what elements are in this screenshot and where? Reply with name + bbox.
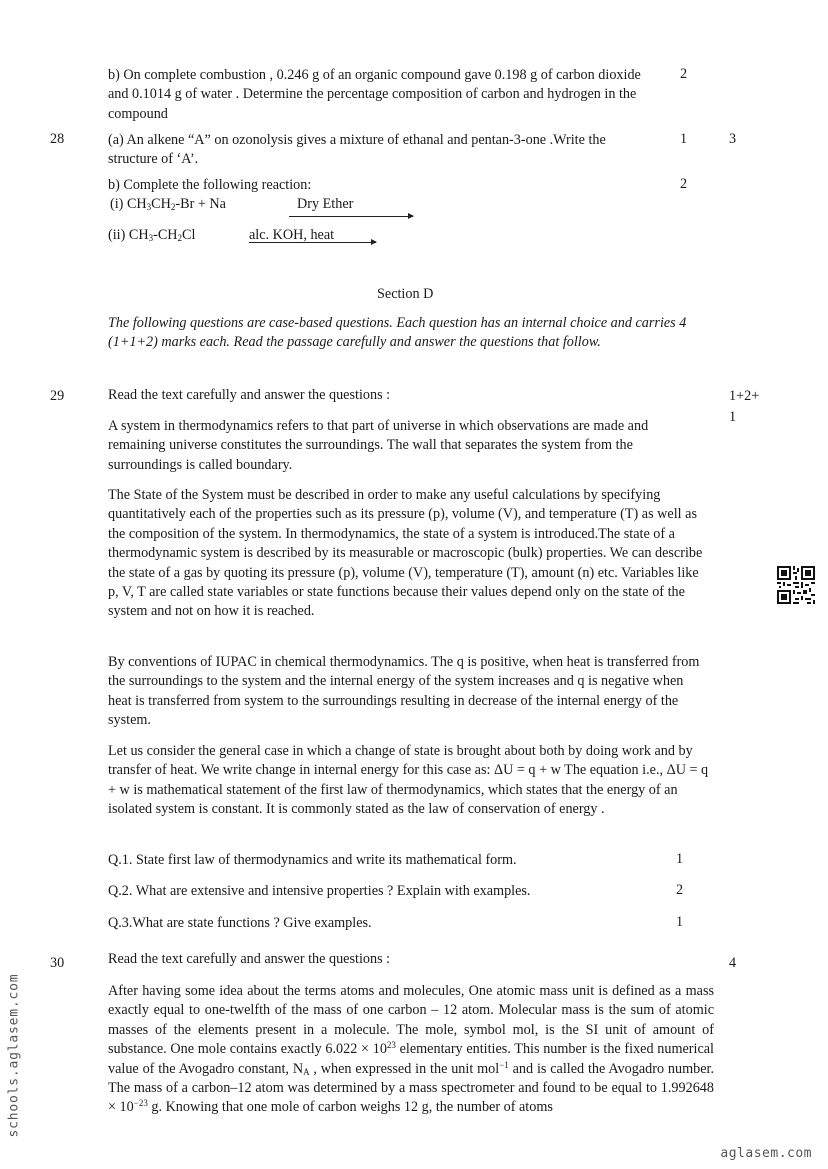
q30-exponent-2: −1: [499, 1059, 509, 1070]
q30-text-5: g. Knowing that one mole of carbon weighs 12 g, the number of atoms: [147, 1099, 553, 1116]
reaction-2-reactant: -CH: [153, 227, 178, 243]
q29-paragraph-1: A system in thermodynamics refers to that part of universe in which observations are made and remaining universe constitutes the surroundings. The wall that separates the system from the surroundings is called boundary.: [108, 418, 649, 473]
q29-subquestion-2: Q.2. What are extensive and intensive properties ? Explain with examples.: [108, 883, 531, 899]
section-instructions: The following questions are case-based questions. Each question has an internal choice and carries 4 (1+1+2) marks each. Read the passage carefully and answer the questions that follow.: [108, 315, 687, 351]
reaction-2-arrow: [249, 242, 376, 243]
q28-number: 28: [50, 131, 65, 147]
reaction-2-label: (ii): [108, 227, 126, 243]
q29-marks-line1: 1+2+: [729, 388, 760, 404]
reaction-1-condition: Dry Ether: [297, 196, 354, 212]
q29-marks-line2: 1: [729, 409, 737, 425]
q30-paragraph: [108, 982, 714, 1118]
reaction-2: (ii) $CH_3-CH_2Cl$: [108, 227, 196, 243]
reaction-2-condition: alc. KOH, heat: [249, 227, 335, 243]
q29-subquestion-1: Q.1. State first law of thermodynamics and write its mathematical form.: [108, 852, 517, 868]
reaction-1-arrow: [289, 216, 413, 217]
footer-watermark: aglasem.com: [720, 1146, 812, 1161]
q30-marks: 4: [729, 955, 737, 971]
q29-subquestion-1-marks: 1: [676, 851, 684, 867]
q28b-marks: 2: [680, 176, 688, 192]
reaction-1-label: (i): [110, 196, 124, 212]
qr-code-icon: [777, 566, 815, 604]
q30-number: 30: [50, 955, 65, 971]
q29-subquestion-3: Q.3.What are state functions ? Give examples.: [108, 915, 372, 931]
q29-subquestion-3-marks: 1: [676, 914, 684, 930]
reaction-1-reactant: -Br + Na: [175, 196, 226, 212]
q30-intro: Read the text carefully and answer the questions :: [108, 951, 391, 967]
side-watermark: [2, 968, 22, 1158]
q28b-text: b) Complete the following reaction:: [108, 177, 312, 193]
q29-paragraph-2: The State of the System must be described in order to make any useful calculations by specifying quantitatively each of the properties such as its pressure (p), volume (V), and temperature (T) as well as the composition of the system. In thermodynamics, the state of a system is introduced.The state of a thermodynamic system is described by its measurable or macroscopic (bulk) properties. We can describe the state of a gas by quoting its pressure (p), volume (V), temperature (T), amount (n) etc. Variables like p, V, T are called state variables or state functions because their values depend only on the state of the system and not on how it is reached.: [108, 487, 703, 620]
reaction-1: (i) $CH_3CH_2-Br + Na$: [110, 196, 226, 212]
q29-number: 29: [50, 388, 65, 404]
side-watermark-text: schools.aglasem.com: [6, 973, 22, 1138]
q28a-text: (a) An alkene “A” on ozonolysis gives a mixture of ethanal and pentan-3-one .Write the structure of ‘A’.: [108, 132, 606, 168]
q28-total-marks: 3: [729, 131, 737, 147]
section-title: Section D: [377, 286, 434, 302]
q30-subscript-a: A: [303, 1066, 310, 1077]
q30-text-2: elementary entities. This number is the fixed numerical value of the Avogadro constant, N: [108, 1041, 714, 1077]
q28a-marks: 1: [680, 131, 688, 147]
q30-text-1: After having some idea about the terms atoms and molecules, One atomic mass unit is defined as a mass exactly equal to one-twelfth of the mass of one carbon – 12 atom. Molecular mass is the sum of atomic masses of the elements present in a molecule. The mole, symbol mol, is the SI unit of amount of substance. One mole contains exactly 6.022 × 10: [108, 983, 714, 1058]
q30-exponent-1: 23: [386, 1040, 396, 1051]
q29-intro: Read the text carefully and answer the questions :: [108, 387, 391, 403]
q30-text-3: , when expressed in the unit mol: [309, 1060, 500, 1077]
q30-text-4: and is called the Avogadro number. The mass of a carbon–12 atom was determined by a mass spectrometer and found to be equal to 1.992648 × 10: [108, 1060, 714, 1116]
q29-subquestion-2-marks: 2: [676, 882, 684, 898]
q27b-marks: 2: [680, 66, 688, 82]
q29-paragraph-4: Let us consider the general case in which a change of state is brought about both by doing work and by transfer of heat. We write change in internal energy for this case as: ΔU = q + w The equation i.e., ΔU = q + w is mathematical statement of the first law of thermodynamics, which states that the energy of an isolated system is constant. It is commonly stated as the law of conservation of energy .: [108, 743, 709, 818]
q30-exponent-3: −23: [133, 1098, 148, 1109]
q27b-text: b) On complete combustion , 0.246 g of an organic compound gave 0.198 g of carbon dioxide and 0.1014 g of water . Determine the percentage composition of carbon and hydrogen in the compound: [108, 67, 641, 122]
q29-paragraph-3: By conventions of IUPAC in chemical thermodynamics. The q is positive, when heat is transferred from the surroundings to the system and the internal energy of the system increases and q is negative when heat is transferred from system to the surroundings resulting in decrease of the internal energy of the system.: [108, 654, 700, 729]
